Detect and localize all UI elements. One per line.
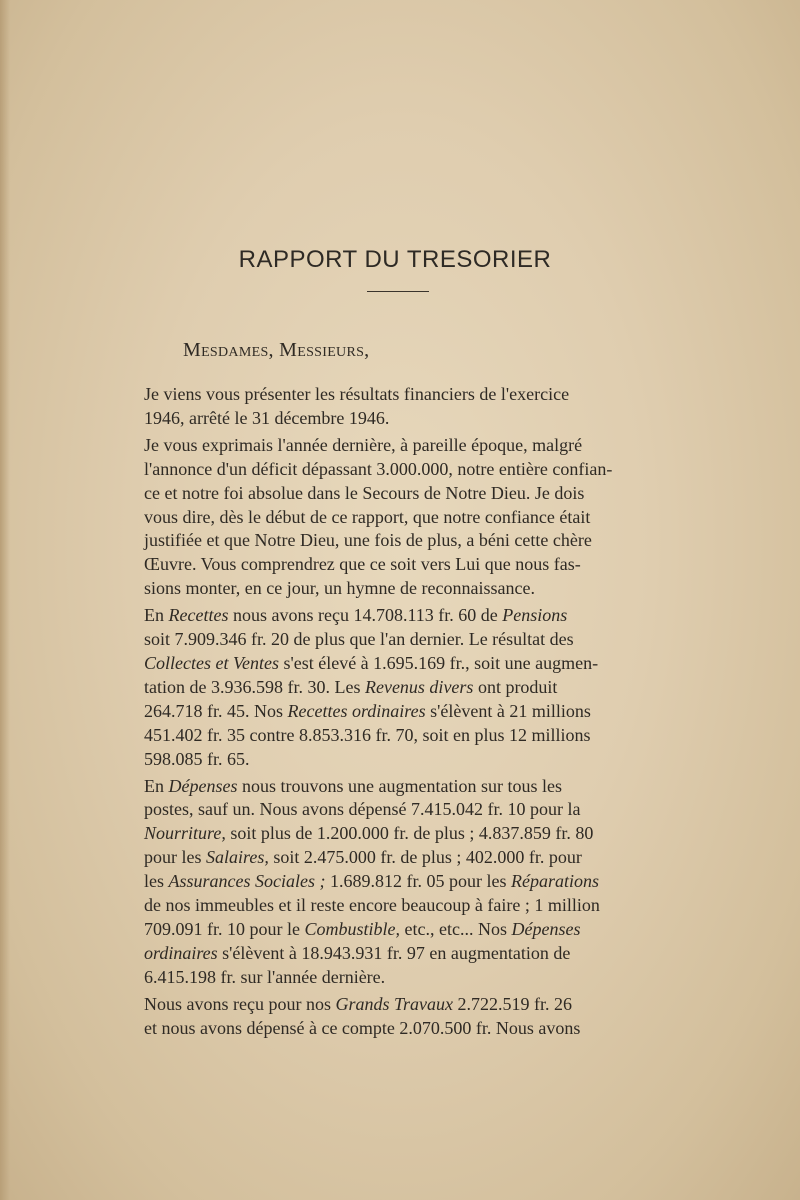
- text-segment: Nous avons reçu pour nos: [144, 993, 336, 1014]
- text-line: [144, 604, 659, 628]
- text-line: [144, 846, 659, 870]
- text-segment: justifiée et que Notre Dieu, une fois de plus, a béni cette chère: [144, 530, 592, 551]
- text-segment: 2.722.519 fr. 26: [453, 993, 572, 1014]
- text-line: [144, 798, 659, 822]
- text-line: [144, 918, 659, 942]
- text-segment: 598.085 fr. 65.: [144, 748, 250, 769]
- text-line: [144, 652, 659, 676]
- text-segment: et nous avons dépensé à ce compte 2.070.500 fr. Nous avons: [144, 1017, 581, 1038]
- italic-segment: Pensions: [502, 605, 568, 626]
- italic-segment: Recettes: [168, 605, 229, 626]
- text-line: [144, 993, 659, 1017]
- text-segment: s'est élevé à 1.695.169 fr., soit une augmen-: [278, 652, 599, 673]
- text-segment: 1.689.812 fr. 05 pour les: [325, 871, 511, 892]
- text-segment: Je viens vous présenter les résultats financiers de l'exercice: [144, 384, 570, 404]
- italic-segment: Nourriture,: [144, 823, 226, 844]
- text-line: [144, 383, 659, 407]
- text-line: [144, 700, 659, 724]
- text-line: [144, 628, 659, 652]
- text-segment: Je vous exprimais l'année dernière, à pareille époque, malgré: [144, 434, 583, 455]
- document-body: [144, 383, 659, 1043]
- text-segment: ce et notre foi absolue dans le Secours de Notre Dieu. Je dois: [144, 482, 585, 503]
- text-line: [144, 775, 659, 799]
- paragraph: [144, 434, 659, 601]
- text-segment: s'élèvent à 21 millions: [425, 700, 591, 721]
- text-line: [144, 942, 659, 966]
- text-segment: nous trouvons une augmentation sur tous les: [237, 775, 562, 796]
- paragraph: [144, 604, 659, 771]
- salutation: Mesdames, Messieurs,: [183, 339, 370, 361]
- text-segment: 264.718 fr. 45. Nos: [144, 700, 288, 721]
- text-segment: les: [144, 871, 169, 892]
- italic-segment: Combustible,: [304, 918, 400, 939]
- text-segment: En: [144, 605, 169, 626]
- paragraph: [144, 993, 659, 1041]
- text-segment: s'élèvent à 18.943.931 fr. 97 en augmentation de: [217, 942, 571, 963]
- text-segment: nous avons reçu 14.708.113 fr. 60 de: [228, 605, 503, 626]
- text-line: [144, 1017, 659, 1041]
- text-segment: soit 7.909.346 fr. 20 de plus que l'an dernier. Le résultat des: [144, 629, 574, 650]
- text-segment: l'annonce d'un déficit dépassant 3.000.000, notre entière confian-: [144, 458, 613, 479]
- italic-segment: Collectes et Ventes: [144, 652, 279, 673]
- title-rule: [367, 291, 429, 292]
- italic-segment: Assurances Sociales ;: [168, 871, 326, 892]
- text-line: [144, 482, 659, 506]
- text-segment: 1946, arrêté le 31 décembre 1946.: [144, 407, 390, 428]
- text-line: [144, 724, 659, 748]
- text-line: [144, 458, 659, 482]
- page-title: RAPPORT DU TRESORIER: [238, 246, 552, 273]
- italic-segment: Recettes ordinaires: [287, 700, 426, 721]
- text-line: [144, 577, 659, 601]
- text-line: [144, 870, 659, 894]
- text-segment: 709.091 fr. 10 pour le: [144, 918, 305, 939]
- text-line: [144, 434, 659, 458]
- text-segment: de nos immeubles et il reste encore beaucoup à faire ; 1 million: [144, 895, 600, 916]
- text-segment: ont produit: [473, 676, 558, 697]
- text-line: [144, 822, 659, 846]
- paragraph: [144, 775, 659, 990]
- text-segment: postes, sauf un. Nous avons dépensé 7.415.042 fr. 10 pour la: [144, 799, 581, 820]
- text-segment: sions monter, en ce jour, un hymne de reconnaissance.: [144, 578, 535, 599]
- text-segment: vous dire, dès le début de ce rapport, que notre confiance était: [144, 506, 591, 527]
- text-segment: Œuvre. Vous comprendrez que ce soit vers Lui que nous fas-: [144, 554, 581, 575]
- italic-segment: Dépenses: [168, 775, 238, 796]
- text-line: [144, 506, 659, 530]
- text-segment: pour les: [144, 847, 206, 868]
- text-line: [144, 676, 659, 700]
- text-line: [144, 529, 659, 553]
- italic-segment: Salaires,: [206, 847, 269, 868]
- italic-segment: Réparations: [510, 871, 599, 892]
- text-segment: 451.402 fr. 35 contre 8.853.316 fr. 70, soit en plus 12 millions: [144, 724, 591, 745]
- text-line: [144, 407, 659, 431]
- italic-segment: Grands Travaux: [335, 993, 453, 1014]
- italic-segment: Revenus divers: [364, 676, 474, 697]
- text-segment: etc., etc... Nos: [400, 918, 512, 939]
- text-segment: soit plus de 1.200.000 fr. de plus ; 4.837.859 fr. 80: [225, 823, 594, 844]
- text-segment: En: [144, 775, 169, 796]
- text-line: [144, 966, 659, 990]
- text-line: [144, 748, 659, 772]
- paragraph: [144, 383, 659, 431]
- text-line: [144, 553, 659, 577]
- text-segment: tation de 3.936.598 fr. 30. Les: [144, 676, 365, 697]
- text-line: [144, 894, 659, 918]
- italic-segment: ordinaires: [144, 942, 218, 963]
- paragraph-gap: [144, 1040, 659, 1043]
- italic-segment: Dépenses: [511, 918, 581, 939]
- page-edge-shadow: [0, 0, 10, 1200]
- text-segment: soit 2.475.000 fr. de plus ; 402.000 fr. pour: [268, 847, 582, 868]
- text-segment: 6.415.198 fr. sur l'année dernière.: [144, 966, 386, 987]
